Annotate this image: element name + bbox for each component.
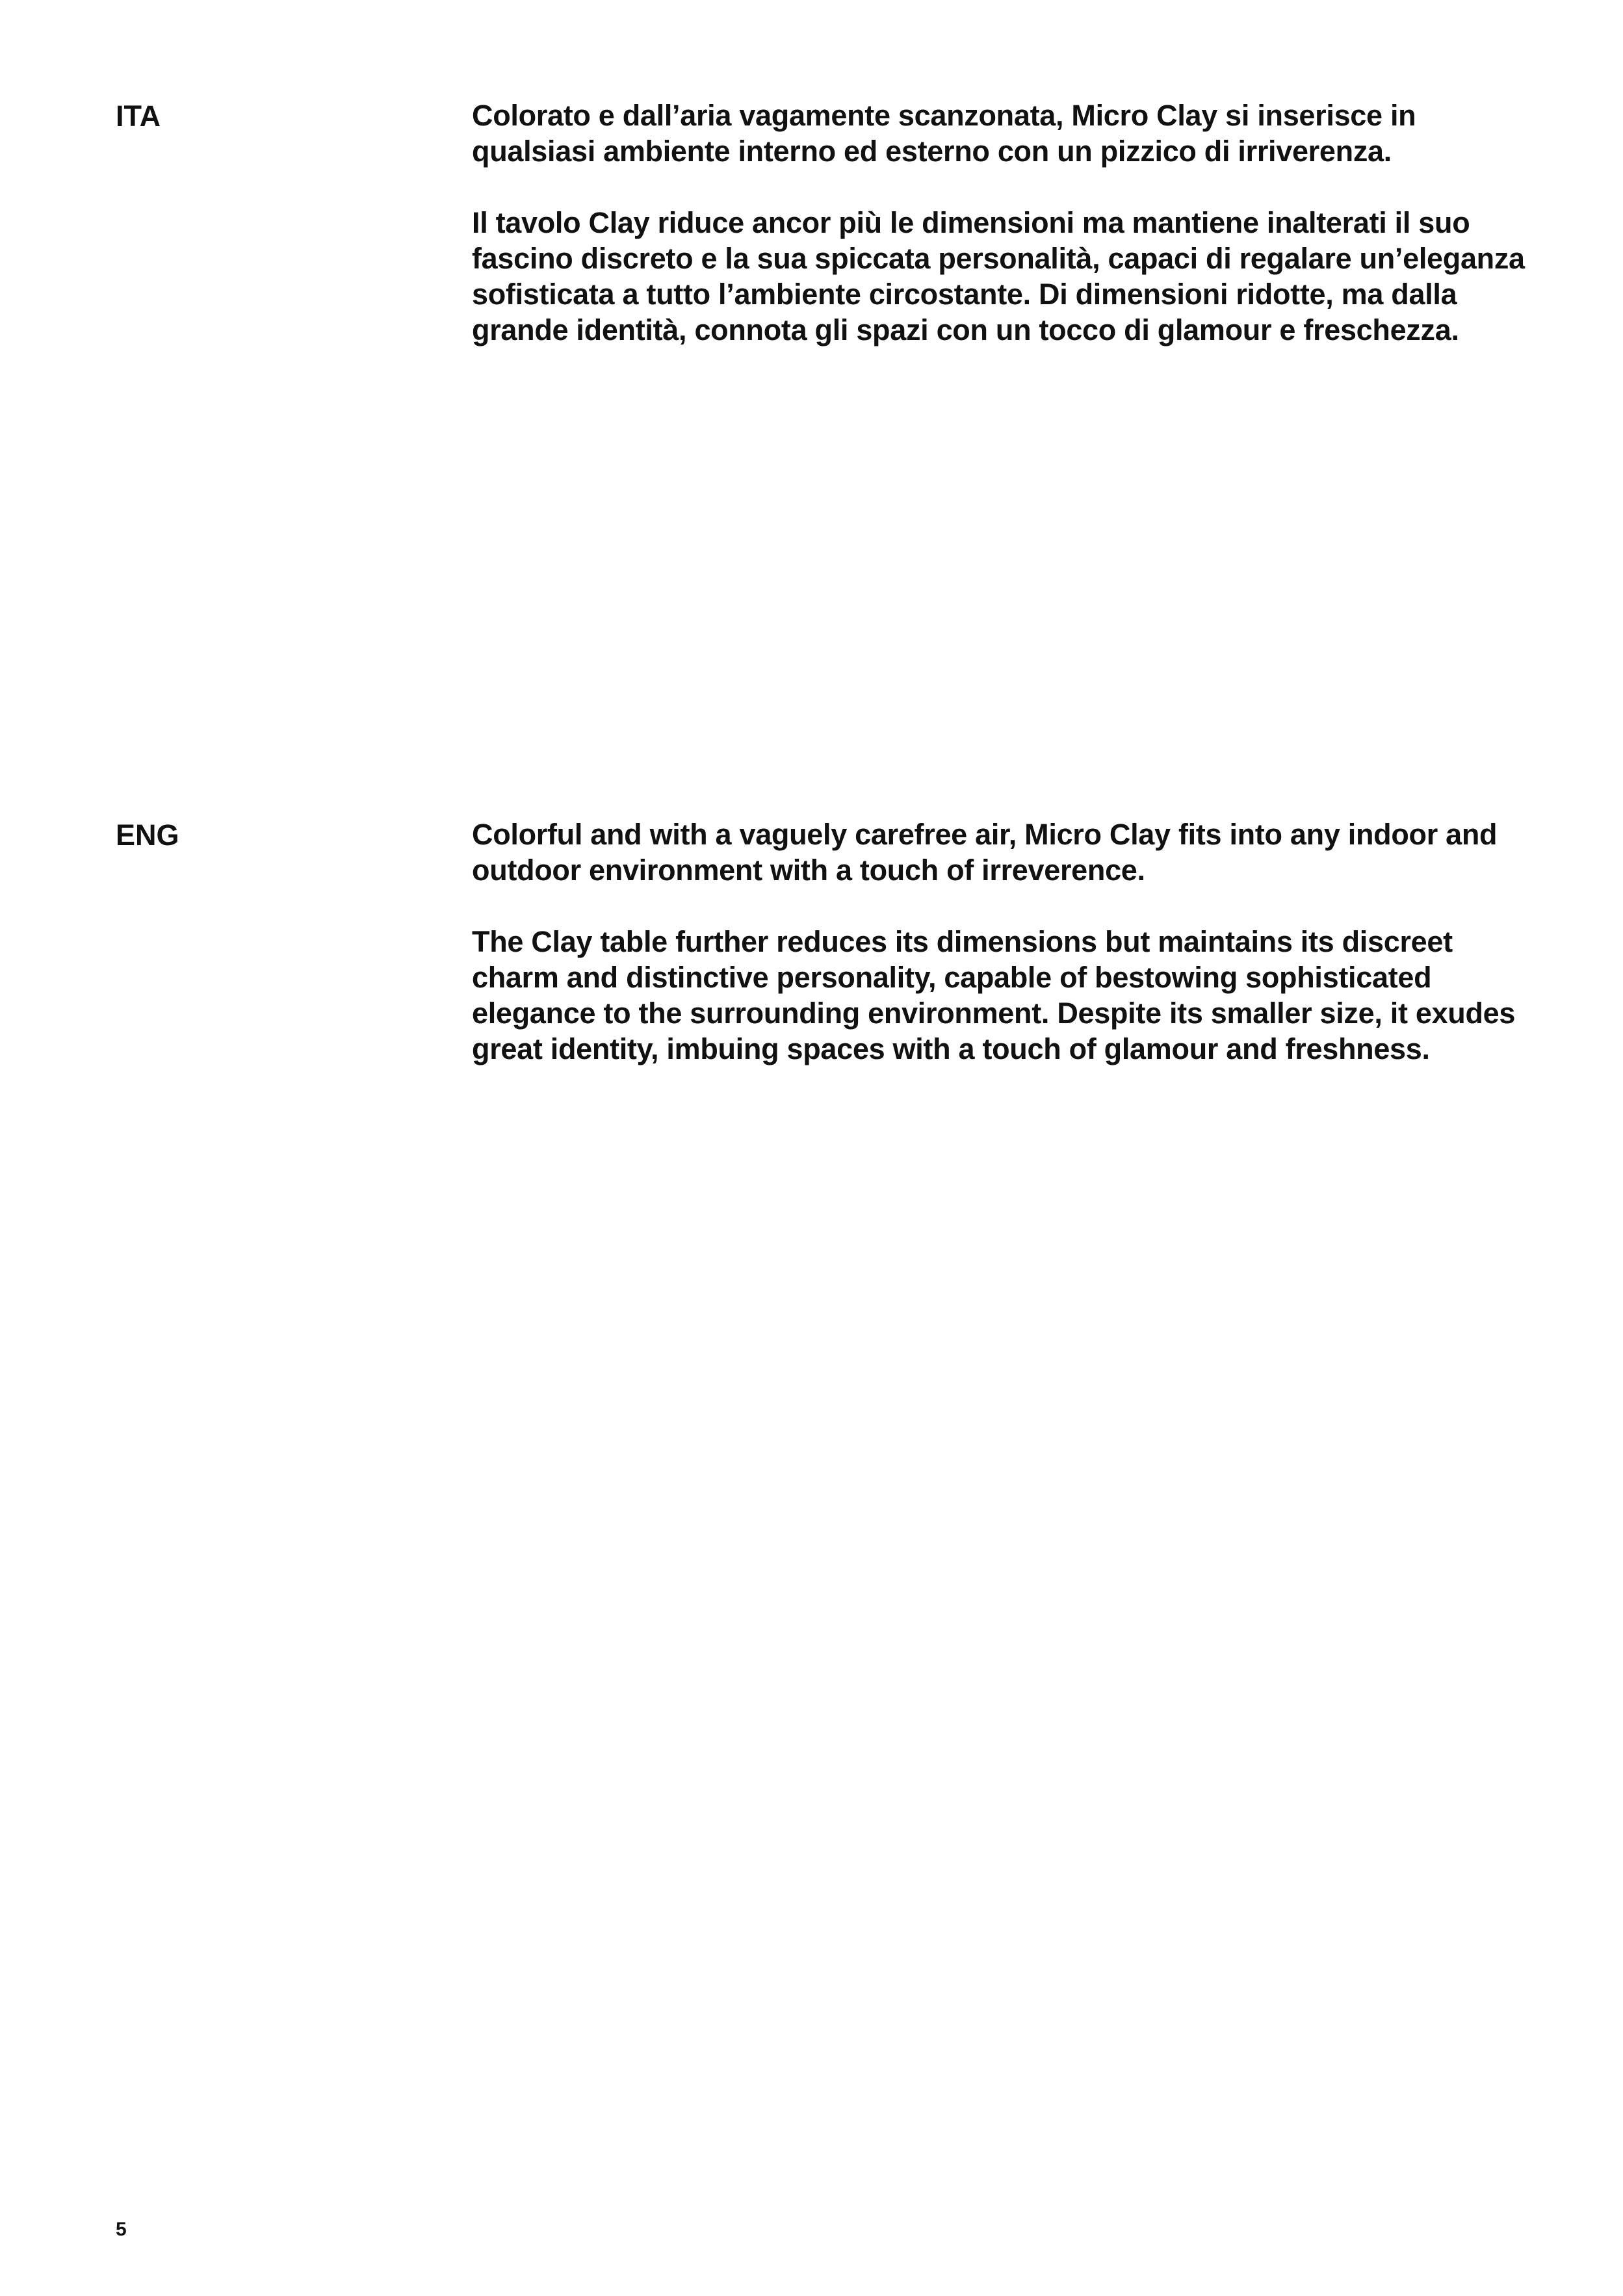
paragraph-eng-intro: Colorful and with a vaguely carefree air, Micro Clay fits into any indoor and outdoor environment with a touch of irreverence.	[472, 818, 1498, 887]
text-block-eng	[472, 816, 1538, 1102]
language-label-eng: ENG	[116, 818, 179, 852]
paragraph-ita-intro: Colorato e dall’aria vagamente scanzonata, Micro Clay si inserisce in qualsiasi ambiente interno ed esterno con un pizzico di irriverenza.	[472, 99, 1416, 168]
paragraph-eng-description: The Clay table further reduces its dimensions but maintains its discreet charm and distinctive personality, capable of bestowing sophisticated elegance to the surrounding environment. Despite its smaller size, it exudes great identity, imbuing spaces with a touch of glamour and freshness.	[472, 925, 1516, 1065]
text-block-ita	[472, 98, 1538, 384]
page-number: 5	[116, 2219, 127, 2240]
language-label-ita: ITA	[116, 99, 161, 133]
paragraph-ita-description: Il tavolo Clay riduce ancor più le dimensioni ma mantiene inalterati il suo fascino discreto e la sua spiccata personalità, capaci di regalare un’eleganza sofisticata a tutto l’ambiente circostante. Di dimensioni ridotte, ma dalla grande identità, connota gli spazi con un tocco di glamour e freschezza.	[472, 206, 1525, 346]
